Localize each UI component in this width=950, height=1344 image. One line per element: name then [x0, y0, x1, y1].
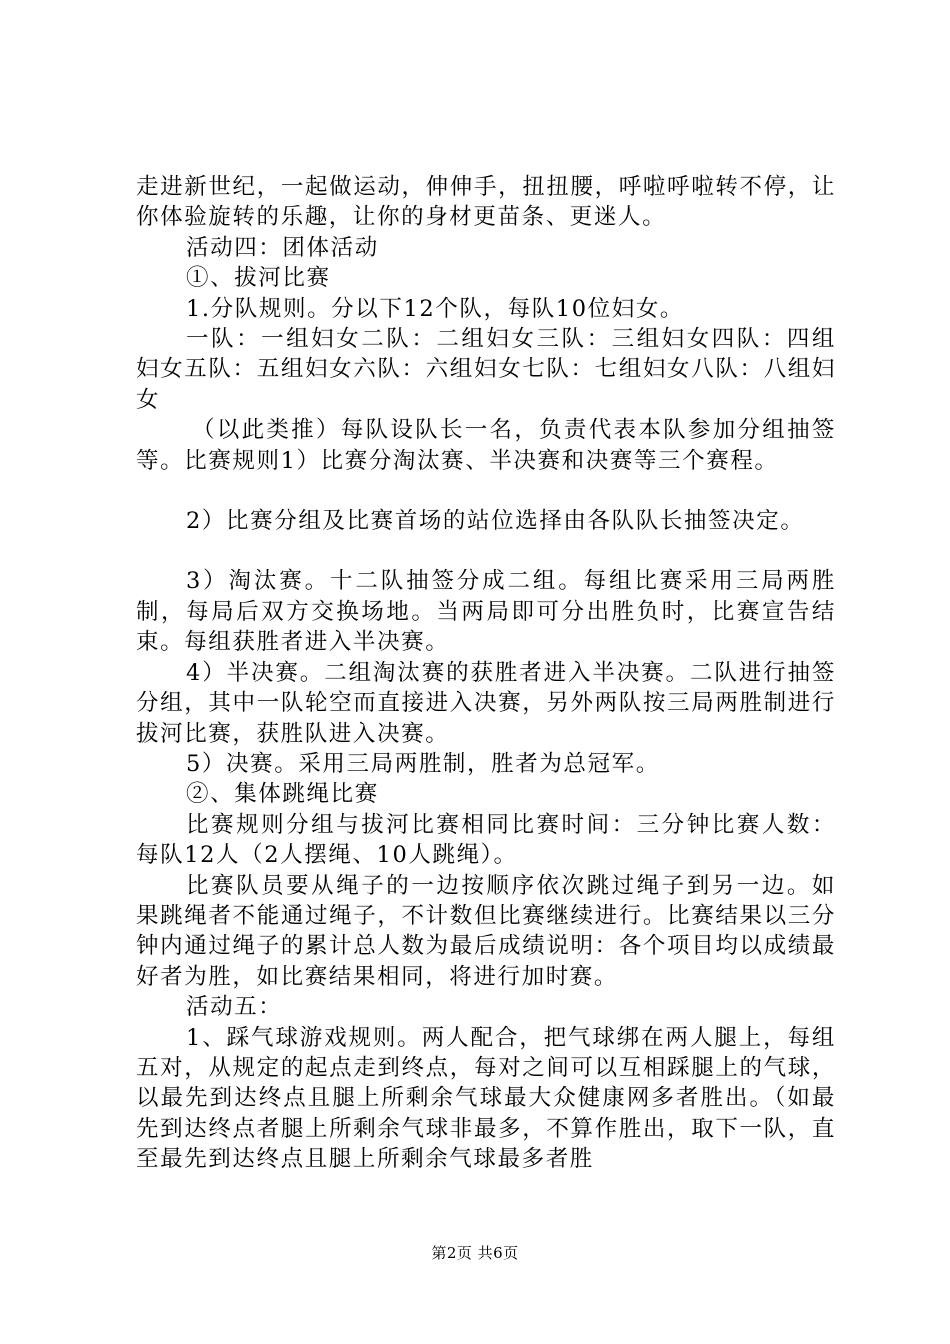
paragraph-team-list: 一队：一组妇女二队：二组妇女三队：三组妇女四队：四组妇女五队：五组妇女六队：六组妇女七队：七组妇女八队：八组妇女: [136, 326, 836, 413]
spacer: [136, 476, 836, 506]
paragraph-jump-rope-rules: 比赛规则分组与拔河比赛相同比赛时间：三分钟比赛人数：每队12人（2人摆绳、10人跳绳）。: [136, 811, 836, 869]
page-number-footer: 第2页 共6页: [431, 1244, 519, 1262]
paragraph-rule-5: 5）决赛。采用三局两胜制，胜者为总冠军。: [186, 750, 660, 777]
paragraph-team-rules: 1.分队规则。分以下12个队，每队10位妇女。: [186, 295, 685, 322]
document-body: [136, 172, 836, 1175]
paragraph-rule-2: 2）比赛分组及比赛首场的站位选择由各队队长抽签决定。: [186, 508, 805, 535]
heading-activity-four: 活动四：团体活动: [186, 234, 379, 261]
paragraph-balloon-game: 1、踩气球游戏规则。两人配合，把气球绑在两人腿上，每组五对，从规定的起点走到终点，每对之间可以互相踩腿上的气球，以最先到达终点且腿上所剩余气球最大众健康网多者胜出。（如最先到达终点者腿上所剩余气球非最多，不算作胜出，取下一队，直至最先到达终点且腿上所剩余气球最多者胜: [136, 1024, 836, 1173]
heading-activity-five: 活动五：: [186, 994, 283, 1021]
spacer: [136, 536, 836, 566]
paragraph-captain-rules: （以此类推）每队设队长一名，负责代表本队参加分组抽签等。比赛规则1）比赛分淘汰赛、半决赛和决赛等三个赛程。: [136, 417, 836, 474]
heading-jump-rope: ②、集体跳绳比赛: [186, 781, 379, 808]
paragraph-rule-3: 3）淘汰赛。十二队抽签分成二组。每组比赛采用三局两胜制，每局后双方交换场地。当两局即可分出胜负时，比赛宣告结束。每组获胜者进入半决赛。: [136, 568, 836, 656]
paragraph-jump-rope-details: 比赛队员要从绳子的一边按顺序依次跳过绳子到另一边。如果跳绳者不能通过绳子，不计数但比赛继续进行。比赛结果以三分钟内通过绳子的累计总人数为最后成绩说明：各个项目均以成绩最好者为胜，如比赛结果相同，将进行加时赛。: [136, 872, 836, 990]
heading-tug-of-war: ①、拔河比赛: [186, 265, 331, 292]
paragraph-rule-4: 4）半决赛。二组淘汰赛的获胜者进入半决赛。二队进行抽签分组，其中一队轮空而直接进入决赛，另外两队按三局两胜制进行拔河比赛，获胜队进入决赛。: [136, 659, 836, 747]
paragraph-intro: 走进新世纪，一起做运动，伸伸手，扭扭腰，呼啦呼啦转不停，让你体验旋转的乐趣，让你的身材更苗条、更迷人。: [136, 174, 836, 231]
